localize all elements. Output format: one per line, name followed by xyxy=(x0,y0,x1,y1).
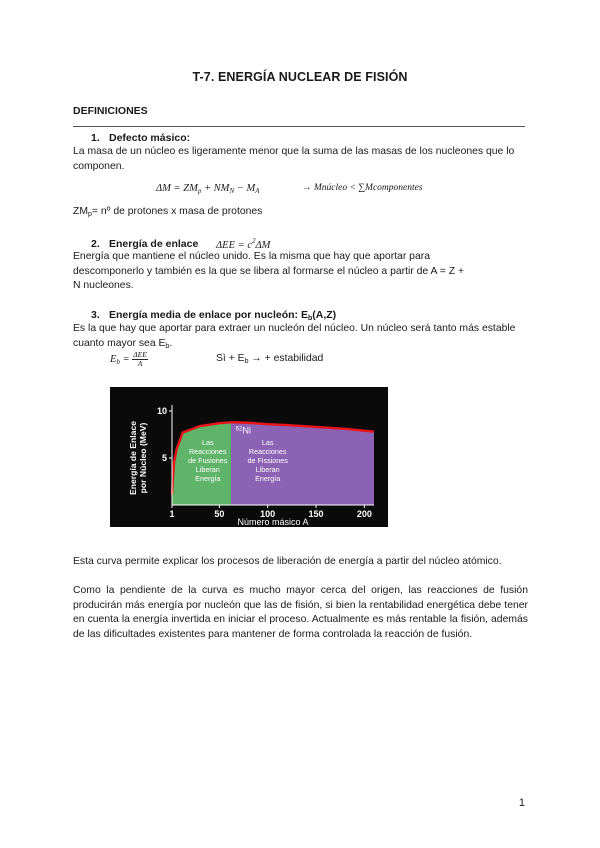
formula-energia-enlace: $\Delta EE = c^2\Delta M$ xyxy=(216,237,271,251)
note-zmp: $ZM_p=$ nº de protones x masa de protones xyxy=(73,206,263,218)
y-axis-label: Energía de Enlacepor Núcleo (MeV) xyxy=(128,420,148,496)
y-tick-label: 5 xyxy=(161,453,167,463)
formula-eb: $E_b$ = $\frac{\text{ΔEE}}{A}$ xyxy=(110,350,147,368)
binding-energy-chart xyxy=(110,387,388,527)
x-tick-label: 150 xyxy=(308,509,324,519)
fusion-label: Las Reacciones de Fusiones Liberan Energía xyxy=(188,437,228,483)
paragraph-defecto-masico: La masa de un núcleo es ligeramente menor que la suma de las masas de los nucleones que lo componen. xyxy=(73,146,515,172)
x-tick-label: 100 xyxy=(260,509,276,519)
paragraph-fusion-fission: Como la pendiente de la curva es mucho mayor cerca del origen, las reacciones de fusión producirán más energía por nucleón que las de fisión, si bien la rentabilidad energética debe tener en cuenta la energía invertida en iniciar el proceso. Actualmente es más rentable la fisión, además de las dificultades existentes para mantener de forma controlada la reacción de fusión. xyxy=(73,585,528,640)
y-tick-label: 10 xyxy=(156,406,167,416)
heading-energia-media: 3. Energía media de enlace por nucleón: $E_b(A,Z)$ xyxy=(91,309,337,322)
x-tick-label: 200 xyxy=(356,509,372,519)
x-tick-label: 50 xyxy=(214,509,225,519)
x-axis-label: Número másico A xyxy=(237,517,309,527)
paragraph-energia-media: Es la que hay que aportar para extraer un nucleón del núcleo. Un núcleo será tanto más estable cuanto mayor sea $E_b$. xyxy=(73,323,516,350)
formula-mass-comparison: → Mnúcleo < ∑Mcomponentes xyxy=(302,183,423,193)
page-number: 1 xyxy=(518,797,525,809)
paragraph-energia-enlace: Energía que mantiene el núcleo unido. Es la misma que hay que aportar para descomponerlo y también es la que se libera al formarse el núcleo a partir de A = Z + N nucleones. xyxy=(73,251,465,292)
fission-label: Las Reacciones de Fissiones Liberan Energía xyxy=(247,437,288,483)
paragraph-curve-explanation: Esta curva permite explicar los procesos de liberación de energía a partir del núcleo atómico. xyxy=(73,556,502,567)
heading-energia-enlace: 2. Energía de enlace xyxy=(91,238,199,250)
page-title: T-7. ENERGÍA NUCLEAR DE FISIÓN xyxy=(192,70,408,84)
section-divider xyxy=(73,126,525,127)
x-tick-label: 1 xyxy=(169,509,175,519)
peak-label-ni: $^{62}$Ni xyxy=(235,425,251,436)
section-heading: DEFINICIONES xyxy=(73,105,148,117)
formula-defecto-masico: $\Delta M = ZM_p + NM_N - M_A$ xyxy=(156,183,260,195)
heading-defecto-masico: 1. Defecto másico: xyxy=(91,132,191,144)
stability-rule: Sì + $E_b$ → + estabilidad xyxy=(216,353,324,365)
